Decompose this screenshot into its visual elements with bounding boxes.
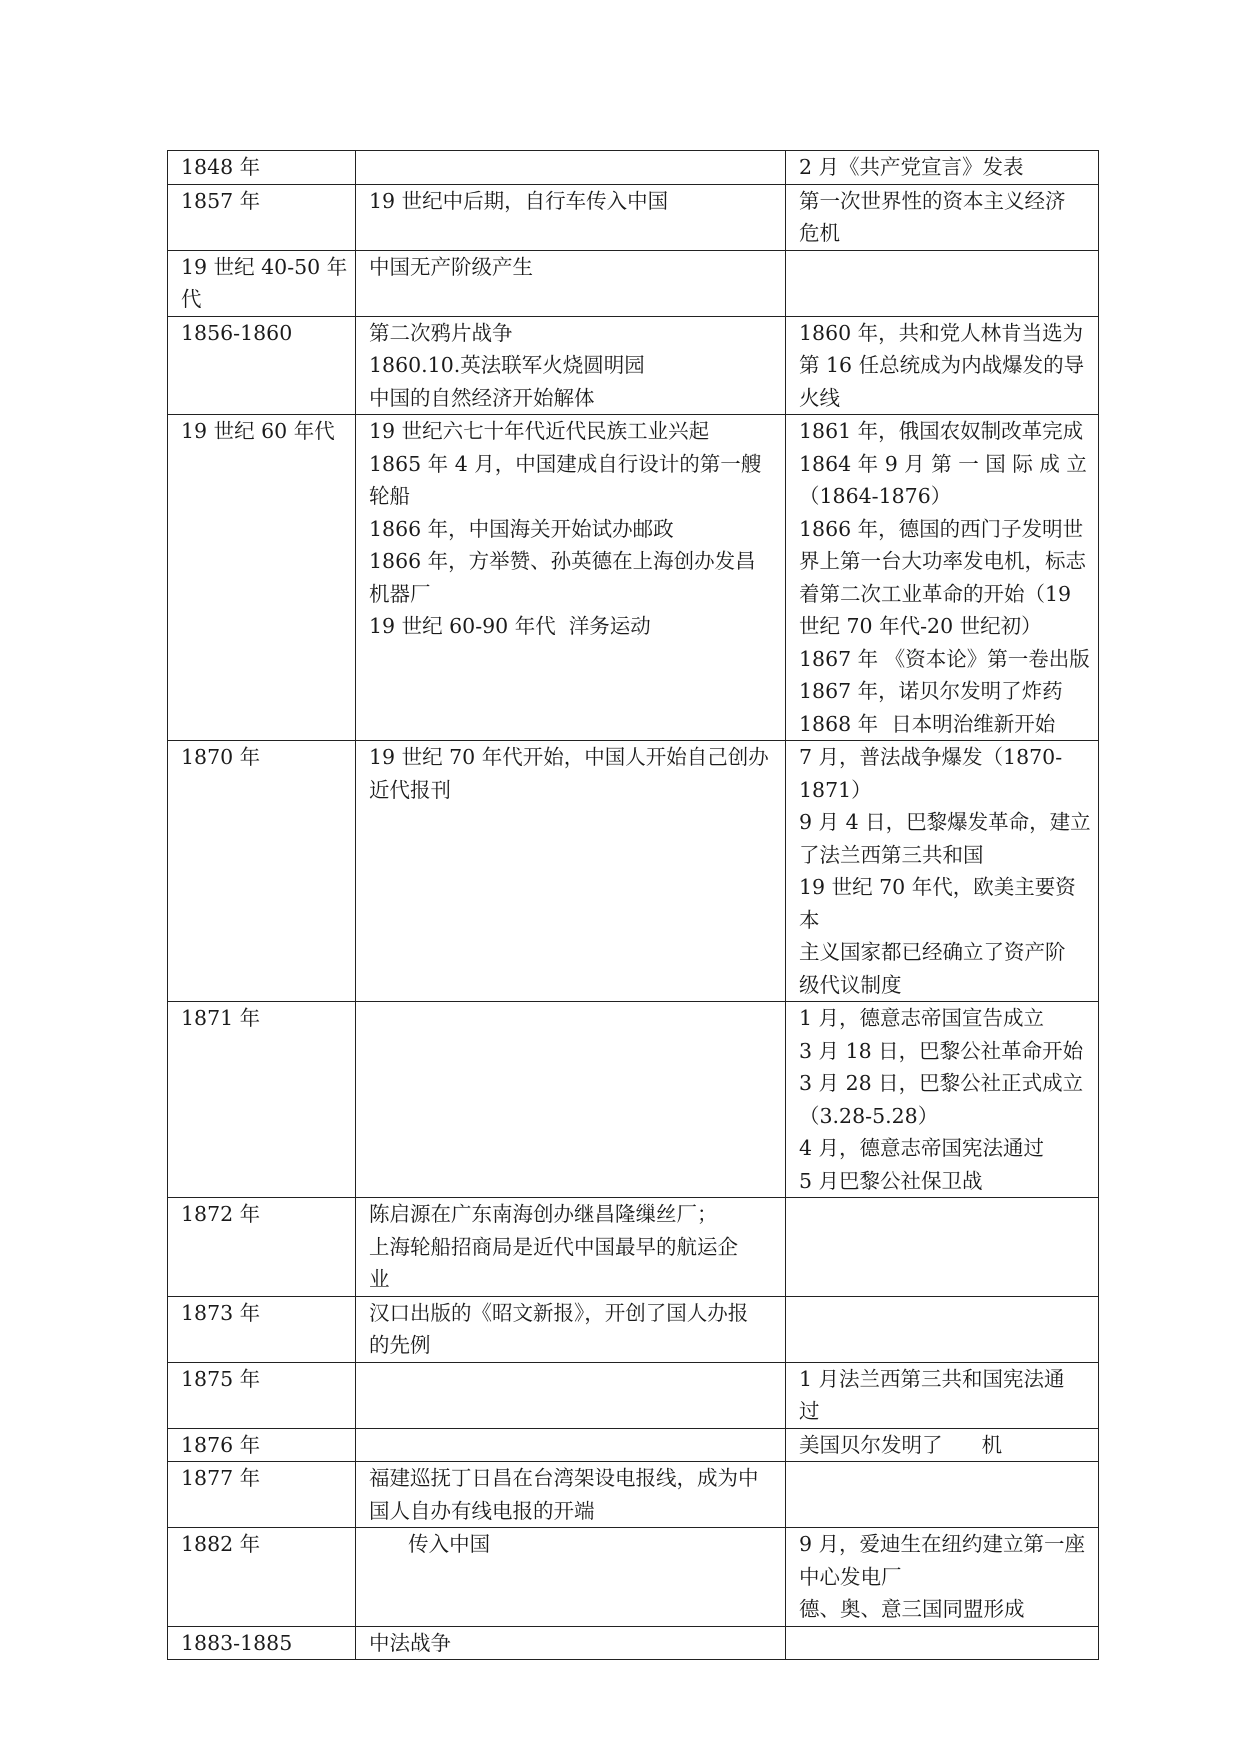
history-timeline-table [167,150,1099,1660]
table-row [168,316,1099,415]
event-line: 19 世纪 70 年代，欧美主要资本 [799,875,1076,932]
event-line: 19 世纪 60-90 年代 洋务运动 [369,614,651,638]
event-line: 1860 年，共和党人林肯当选为 [799,320,1084,345]
event-line: 1866 年，德国的西门子发明世 [799,516,1084,541]
event-line: 主义国家都已经确立了资产阶 [799,940,1066,964]
event-line: 1866 年，中国海关开始试办邮政 [369,516,674,541]
event-line: 危机 [799,221,840,245]
china-event-cell [356,741,786,1002]
table-row [168,415,1099,741]
event-line: 传入中国 [369,1532,491,1556]
year-cell: 19 世纪 60 年代 [168,415,356,741]
event-line: 中法战争 [369,1630,451,1655]
event-line: 中国的自然经济开始解体 [369,385,595,410]
china-event-cell [356,1198,786,1297]
world-event-cell [786,151,1099,185]
event-line: 福建巡抚丁日昌在台湾架设电报线，成为中 [369,1466,759,1490]
event-line: 过 [799,1399,820,1423]
world-event-cell [786,1198,1099,1297]
event-line: 界上第一台大功率发电机，标志 [799,549,1086,573]
china-event-cell [356,250,786,316]
event-line: 19 世纪 70 年代开始，中国人开始自己创办 [369,745,769,769]
world-event-cell [786,415,1099,741]
event-line: 美国贝尔发明了 机 [799,1432,1003,1457]
table-row [168,1462,1099,1528]
event-line: 级代议制度 [799,972,902,997]
china-event-cell [356,1528,786,1627]
event-line: 中国无产阶级产生 [369,254,533,279]
event-line: 陈启源在广东南海创办继昌隆缫丝厂； [369,1202,718,1226]
table-row [168,741,1099,1002]
event-line: 国人自办有线电报的开端 [369,1498,595,1523]
table-row [168,1626,1099,1660]
table-row [168,1002,1099,1198]
event-line: 近代报刊 [369,777,451,802]
table-row [168,1198,1099,1297]
world-event-cell [786,1528,1099,1627]
event-line: 1860.10.英法联军火烧圆明园 [369,353,645,377]
event-line: 上海轮船招商局是近代中国最早的航运企 [369,1234,738,1259]
table-row [168,1362,1099,1428]
world-event-cell [786,184,1099,250]
year-cell: 1877 年 [168,1462,356,1528]
year-cell: 1856-1860 [168,316,356,415]
world-event-cell [786,1362,1099,1428]
year-cell: 1872 年 [168,1198,356,1297]
world-event-cell [786,316,1099,415]
china-event-cell [356,316,786,415]
event-line: 1 月，德意志帝国宣告成立 [799,1006,1045,1030]
world-event-cell [786,1428,1099,1462]
table-row [168,1296,1099,1362]
world-event-cell [786,250,1099,316]
event-line: 1861 年，俄国农奴制改革完成 [799,419,1084,443]
event-line: 7 月，普法战争爆发（1870-1871） [799,745,1063,802]
event-line: 19 世纪中后期，自行车传入中国 [369,188,669,213]
year-cell: 1871 年 [168,1002,356,1198]
event-line: 世纪 70 年代-20 世纪初） [799,614,1042,638]
table-row [168,250,1099,316]
event-line: 的先例 [369,1333,431,1357]
table-row [168,184,1099,250]
year-cell: 1873 年 [168,1296,356,1362]
table-row [168,1528,1099,1627]
year-cell: 1848 年 [168,151,356,185]
event-line: 19 世纪六七十年代近代民族工业兴起 [369,419,710,443]
china-event-cell [356,1362,786,1428]
event-line: 第一次世界性的资本主义经济 [799,188,1066,213]
china-event-cell [356,415,786,741]
event-line: 1868 年 日本明治维新开始 [799,711,1056,736]
china-event-cell [356,151,786,185]
event-line: 了法兰西第三共和国 [799,842,984,867]
event-line: 9 月 4 日，巴黎爆发革命，建立 [799,810,1091,834]
table-row [168,151,1099,185]
event-line: 中心发电厂 [799,1564,902,1589]
event-line: 轮船 [369,484,410,508]
china-event-cell [356,1428,786,1462]
event-line: 1 月法兰西第三共和国宪法通 [799,1366,1065,1391]
event-line: 1865 年 4 月，中国建成自行设计的第一艘 [369,451,762,476]
event-line: 1866 年，方举赞、孙英德在上海创办发昌 [369,549,756,573]
event-line: 德、奥、意三国同盟形成 [799,1597,1025,1621]
event-line: 1867 年 《资本论》第一卷出版 [799,646,1090,671]
event-line: 3 月 18 日，巴黎公社革命开始 [799,1038,1084,1063]
year-cell: 19 世纪 40-50 年代 [168,250,356,316]
event-line: 第 16 任总统成为内战爆发的导 [799,353,1085,377]
event-line: 汉口出版的《昭文新报》，开创了国人办报 [369,1300,749,1325]
event-line: 4 月，德意志帝国宪法通过 [799,1136,1045,1160]
timeline-body [168,151,1099,1660]
year-cell: 1870 年 [168,741,356,1002]
event-line: 1867 年，诺贝尔发明了炸药 [799,679,1063,703]
event-line: 机器厂 [369,581,431,606]
event-line: （1864-1876） [799,484,952,508]
event-line: 5 月巴黎公社保卫战 [799,1168,983,1193]
event-line: 火线 [799,385,840,410]
event-line: 着第二次工业革命的开始（19 [799,581,1072,606]
year-cell: 1883-1885 [168,1626,356,1660]
world-event-cell [786,1002,1099,1198]
event-line: 2 月《共产党宣言》发表 [799,155,1024,179]
china-event-cell [356,1002,786,1198]
event-line: 1864 年 9 月 第 一 国 际 成 立 [799,451,1087,476]
world-event-cell [786,741,1099,1002]
year-cell: 1876 年 [168,1428,356,1462]
event-line: 9 月，爱迪生在纽约建立第一座 [799,1532,1086,1556]
world-event-cell [786,1296,1099,1362]
table-row [168,1428,1099,1462]
world-event-cell [786,1626,1099,1660]
china-event-cell [356,1626,786,1660]
event-line: 第二次鸦片战争 [369,320,513,345]
china-event-cell [356,1296,786,1362]
event-line: （3.28-5.28） [799,1103,939,1128]
world-event-cell [786,1462,1099,1528]
year-cell: 1882 年 [168,1528,356,1627]
china-event-cell [356,1462,786,1528]
year-cell: 1857 年 [168,184,356,250]
year-cell: 1875 年 [168,1362,356,1428]
event-line: 业 [369,1267,390,1291]
event-line: 3 月 28 日，巴黎公社正式成立 [799,1071,1084,1095]
china-event-cell [356,184,786,250]
